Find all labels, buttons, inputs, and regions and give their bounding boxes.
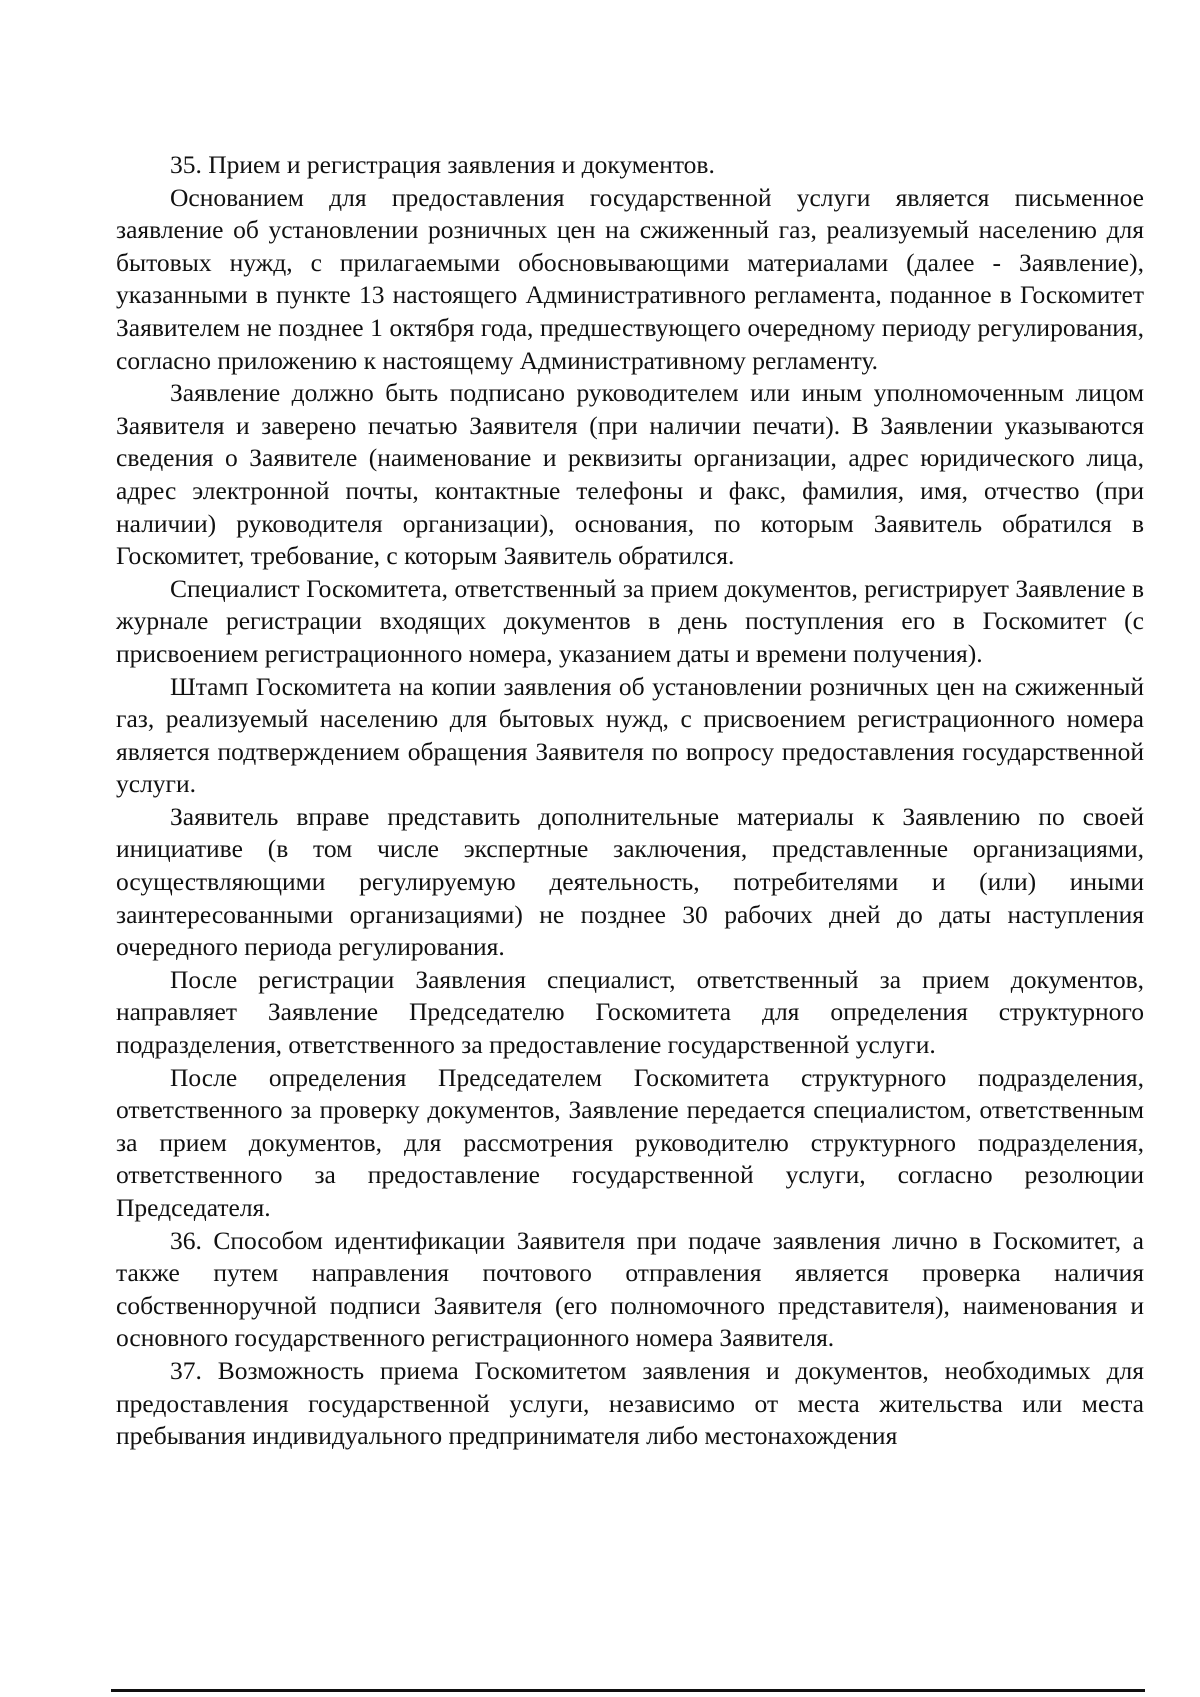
- paragraph-36-identification: 36. Способом идентификации Заявителя при подаче заявления лично в Госкомитет, а также путем направления почтового отправления является проверка наличия собственноручной подписи Заявителя (его полномочного представителя), наименования и основного государственного регистрационного номера Заявителя.: [116, 1225, 1144, 1353]
- paragraph-basis: Основанием для предоставления государственной услуги является письменное заявление об установлении розничных цен на сжиженный газ, реализуемый населению для бытовых нужд, с прилагаемыми обосновывающими материалами (далее - Заявление), указанными в пункте 13 настоящего Административного регламента, поданное в Госкомитет Заявителем не позднее 1 октября года, предшествующего очередному периоду регулирования, согласно приложению к настоящему Административному регламенту.: [116, 182, 1144, 375]
- paragraph-stamp: Штамп Госкомитета на копии заявления об установлении розничных цен на сжиженный газ, реализуемый населению для бытовых нужд, с присвоением регистрационного номера является подтверждением обращения Заявителя по вопросу предоставления государственной услуги.: [116, 671, 1144, 799]
- document-body: [116, 149, 1144, 1453]
- paragraph-37-reception: 37. Возможность приема Госкомитетом заявления и документов, необходимых для предоставления государственной услуги, независимо от места жительства или места пребывания индивидуального предпринимателя либо местонахождения: [116, 1355, 1144, 1451]
- paragraph-transfer: После определения Председателем Госкомитета структурного подразделения, ответственного за проверку документов, Заявление передается специалистом, ответственным за прием документов, для рассмотрения руководителю структурного подразделения, ответственного за предоставление государственной услуги, согласно резолюции Председателя.: [116, 1062, 1144, 1222]
- paragraph-35-heading: 35. Прием и регистрация заявления и документов.: [170, 150, 715, 179]
- paragraph-signature: Заявление должно быть подписано руководителем или иным уполномоченным лицом Заявителя и заверено печатью Заявителя (при наличии печати). В Заявлении указываются сведения о Заявителе (наименование и реквизиты организации, адрес юридического лица, адрес электронной почты, контактные телефоны и факс, фамилия, имя, отчество (при наличии) руководителя организации), основания, по которым Заявитель обратился в Госкомитет, требование, с которым Заявитель обратился.: [116, 378, 1144, 571]
- paragraph-additional-materials: Заявитель вправе представить дополнительные материалы к Заявлению по своей инициативе (в том числе экспертные заключения, представленные организациями, осуществляющими регулируемую деятельность, потребителями и (или) иными заинтересованными организациями) не позднее 30 рабочих дней до даты наступления очередного периода регулирования.: [116, 801, 1144, 962]
- bottom-divider: [111, 1689, 1145, 1692]
- paragraph-forwarding: После регистрации Заявления специалист, ответственный за прием документов, направляет Заявление Председателю Госкомитета для определения структурного подразделения, ответственного за предоставление государственной услуги.: [116, 964, 1144, 1060]
- paragraph-registration: Специалист Госкомитета, ответственный за прием документов, регистрирует Заявление в журнале регистрации входящих документов в день поступления его в Госкомитет (с присвоением регистрационного номера, указанием даты и времени получения).: [116, 573, 1144, 668]
